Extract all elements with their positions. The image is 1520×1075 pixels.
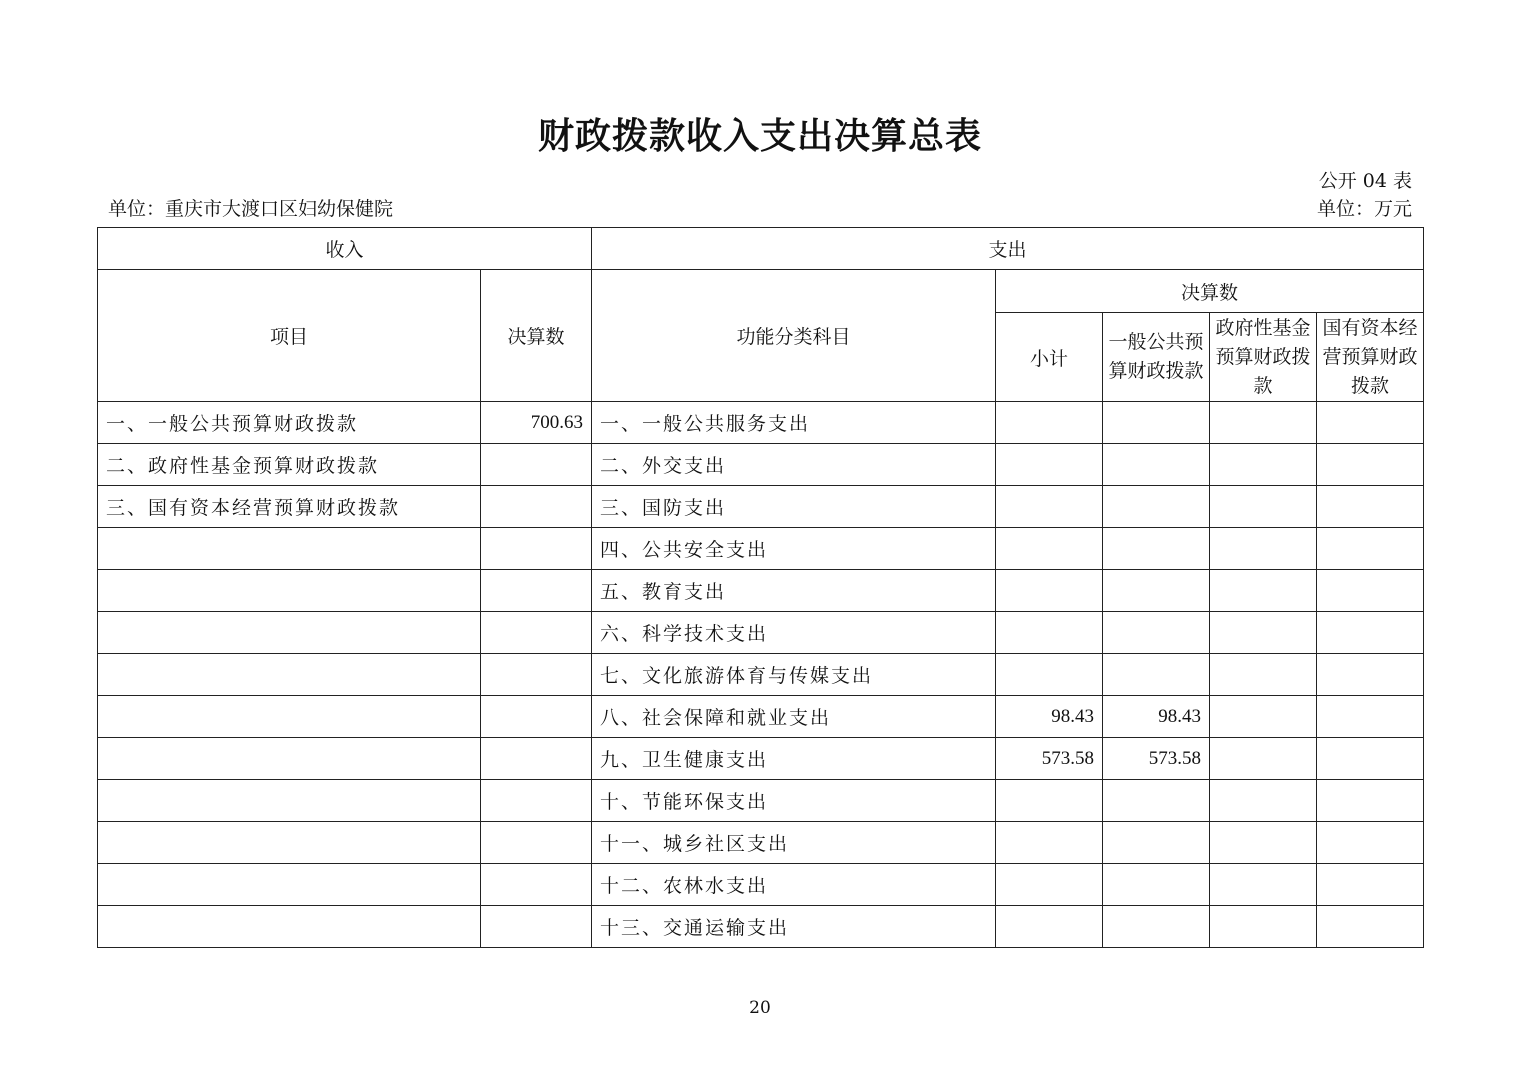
general-budget-cell [1103,444,1210,486]
state-capital-cell [1317,780,1424,822]
function-subject-header: 功能分类科目 [592,270,996,402]
gov-fund-cell [1210,696,1317,738]
income-item-cell [98,822,481,864]
gov-fund-cell [1210,486,1317,528]
general-budget-cell [1103,612,1210,654]
income-amount-cell [481,570,592,612]
expense-item-cell: 二、外交支出 [592,444,996,486]
income-item-cell [98,696,481,738]
expense-item-cell: 八、社会保障和就业支出 [592,696,996,738]
table-row [98,612,1424,654]
subtotal-cell [996,612,1103,654]
income-amount-cell [481,696,592,738]
general-budget-cell: 573.58 [1103,738,1210,780]
subtotal-cell [996,570,1103,612]
table-row [98,780,1424,822]
state-capital-cell [1317,738,1424,780]
subtotal-cell [996,864,1103,906]
table-row [98,906,1424,948]
income-amount-cell: 700.63 [481,402,592,444]
subtotal-cell [996,402,1103,444]
state-capital-cell [1317,402,1424,444]
general-budget-header: 一般公共预算财政拨款 [1103,313,1210,402]
table-row [98,864,1424,906]
expense-item-cell: 五、教育支出 [592,570,996,612]
state-capital-cell [1317,906,1424,948]
gov-fund-cell [1210,780,1317,822]
table-row [98,570,1424,612]
income-amount-header: 决算数 [481,270,592,402]
general-budget-cell [1103,906,1210,948]
income-amount-cell [481,486,592,528]
expense-item-cell: 十三、交通运输支出 [592,906,996,948]
expense-item-cell: 十二、农林水支出 [592,864,996,906]
gov-fund-cell [1210,444,1317,486]
expense-header: 支出 [592,228,1424,270]
general-budget-cell [1103,654,1210,696]
table-row [98,444,1424,486]
page-number: 20 [749,998,771,1018]
state-capital-header: 国有资本经营预算财政拨款 [1317,313,1424,402]
income-item-cell: 一、一般公共预算财政拨款 [98,402,481,444]
currency-unit: 单位：万元 [1316,198,1412,220]
table-row [98,528,1424,570]
income-amount-cell [481,822,592,864]
state-capital-cell [1317,654,1424,696]
subtotal-cell [996,486,1103,528]
expense-item-cell: 十、节能环保支出 [592,780,996,822]
table-row [98,486,1424,528]
income-amount-cell [481,906,592,948]
general-budget-cell [1103,402,1210,444]
gov-fund-cell [1210,864,1317,906]
expense-item-cell: 九、卫生健康支出 [592,738,996,780]
gov-fund-cell [1210,822,1317,864]
income-item-cell [98,780,481,822]
table-row [98,822,1424,864]
form-number: 公开 04 表 [1318,170,1412,192]
final-amount-header: 决算数 [996,270,1424,313]
subtotal-cell [996,822,1103,864]
income-item-cell [98,738,481,780]
state-capital-cell [1317,612,1424,654]
gov-fund-cell [1210,570,1317,612]
general-budget-cell [1103,528,1210,570]
income-amount-cell [481,738,592,780]
item-header: 项目 [98,270,481,402]
income-item-cell [98,612,481,654]
gov-fund-cell [1210,738,1317,780]
state-capital-cell [1317,486,1424,528]
general-budget-cell [1103,822,1210,864]
state-capital-cell [1317,864,1424,906]
income-item-cell [98,654,481,696]
state-capital-cell [1317,444,1424,486]
subtotal-cell [996,906,1103,948]
page-title: 财政拨款收入支出决算总表 [537,116,982,157]
expense-item-cell: 三、国防支出 [592,486,996,528]
general-budget-cell [1103,780,1210,822]
expense-item-cell: 一、一般公共服务支出 [592,402,996,444]
subtotal-cell: 573.58 [996,738,1103,780]
expense-item-cell: 十一、城乡社区支出 [592,822,996,864]
subtotal-cell: 98.43 [996,696,1103,738]
income-amount-cell [481,654,592,696]
state-capital-cell [1317,696,1424,738]
table-row [98,738,1424,780]
income-item-cell [98,570,481,612]
general-budget-cell [1103,570,1210,612]
income-amount-cell [481,864,592,906]
state-capital-cell [1317,528,1424,570]
income-item-cell: 三、国有资本经营预算财政拨款 [98,486,481,528]
expense-item-cell: 四、公共安全支出 [592,528,996,570]
income-item-cell [98,864,481,906]
income-amount-cell [481,444,592,486]
reporting-unit: 单位：重庆市大渡口区妇幼保健院 [108,198,394,220]
subtotal-cell [996,444,1103,486]
expense-item-cell: 六、科学技术支出 [592,612,996,654]
subtotal-cell [996,528,1103,570]
income-item-cell [98,528,481,570]
income-item-cell [98,906,481,948]
subtotal-cell [996,654,1103,696]
expense-item-cell: 七、文化旅游体育与传媒支出 [592,654,996,696]
income-amount-cell [481,780,592,822]
gov-fund-header: 政府性基金预算财政拨款 [1210,313,1317,402]
subtotal-cell [996,780,1103,822]
general-budget-cell [1103,864,1210,906]
table-row [98,654,1424,696]
gov-fund-cell [1210,612,1317,654]
gov-fund-cell [1210,528,1317,570]
gov-fund-cell [1210,402,1317,444]
appropriation-table [97,227,1424,948]
income-amount-cell [481,612,592,654]
general-budget-cell [1103,486,1210,528]
state-capital-cell [1317,822,1424,864]
table-row [98,402,1424,444]
gov-fund-cell [1210,654,1317,696]
gov-fund-cell [1210,906,1317,948]
income-amount-cell [481,528,592,570]
table-row [98,696,1424,738]
state-capital-cell [1317,570,1424,612]
income-header: 收入 [98,228,592,270]
subtotal-header: 小计 [996,313,1103,402]
general-budget-cell: 98.43 [1103,696,1210,738]
income-item-cell: 二、政府性基金预算财政拨款 [98,444,481,486]
